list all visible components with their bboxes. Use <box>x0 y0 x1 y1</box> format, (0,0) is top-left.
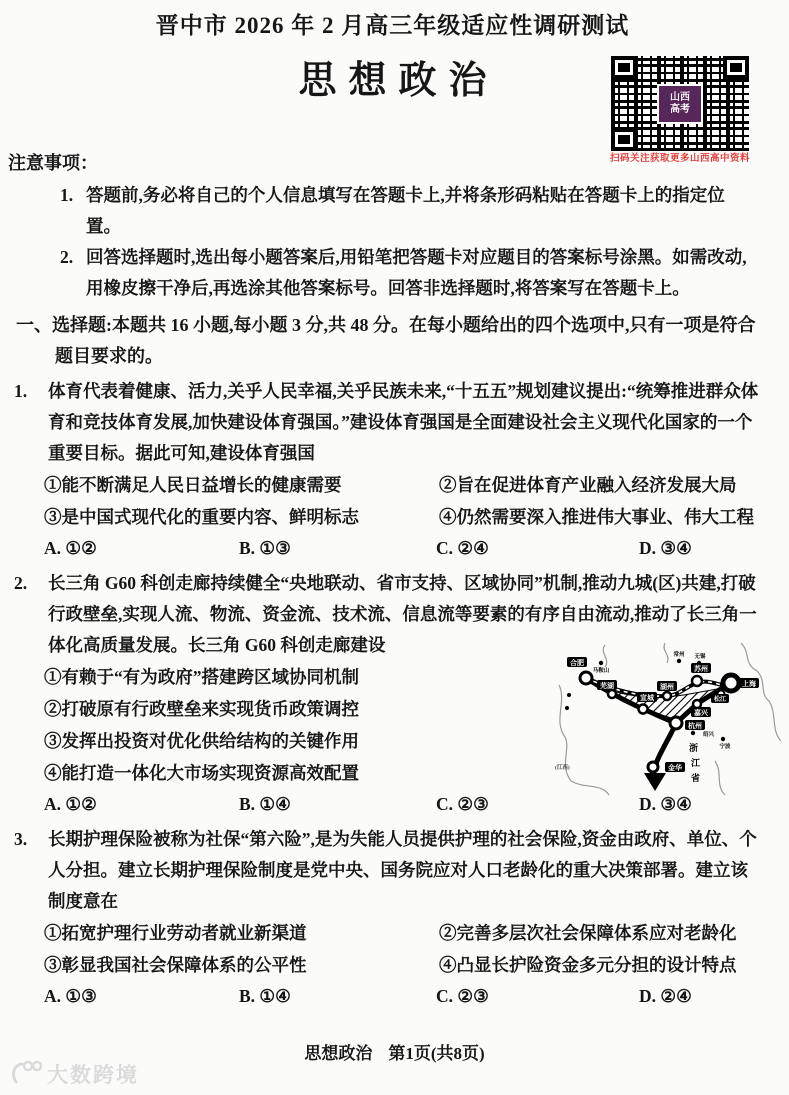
qr-center-label <box>657 84 703 124</box>
question-3 <box>8 824 777 1012</box>
qr-block <box>609 56 751 164</box>
answer-choice: C. ②③ <box>436 986 489 1006</box>
answer-choice: C. ②③ <box>436 794 489 814</box>
map-corner-label: (江西) <box>555 765 570 771</box>
notice-heading: 注意事项： <box>8 153 98 173</box>
question-stem <box>8 376 777 469</box>
option-item: ③彰显我国社会保障体系的公平性 <box>44 955 307 975</box>
subject-title: 思想政治 <box>298 60 499 102</box>
section-heading: 一、选择题:本题共 16 小题,每小题 3 分,共 48 分。在每小题给出的四个选项中,只有一项是符合题目要求的。 <box>16 315 756 366</box>
answer-choice: D. ②④ <box>639 986 692 1006</box>
question-1 <box>8 376 777 564</box>
answer-row <box>8 981 777 1012</box>
option-list <box>8 917 777 981</box>
option-item: ②完善多层次社会保障体系应对老龄化 <box>439 923 737 943</box>
answer-choice: C. ②④ <box>436 538 489 558</box>
option-list <box>8 469 777 533</box>
option-item: ②旨在促进体育产业融入经济发展大局 <box>439 475 737 495</box>
answer-choice: B. ①④ <box>239 986 291 1006</box>
map-city-label: 湖州 <box>660 684 674 691</box>
province-char: 浙 <box>689 743 699 753</box>
footer-subject: 思想政治 <box>304 1044 373 1063</box>
answer-row <box>8 533 777 564</box>
map-tiny-city-label: 马鞍山 <box>592 668 610 674</box>
footer-page-number: 第1页(共8页) <box>388 1044 485 1063</box>
map-city-label: 苏州 <box>694 666 708 673</box>
question-stem-text: 体育代表着健康、活力,关乎人民幸福,关乎民族未来,“十五五”规划建议提出:“统筹推进群众体育和竞技体育发展,加快建设体育强国。”建设体育强国是全面建设社会主义现代化国家的一个重要目标。据此可知,建设体育强国 <box>48 381 759 463</box>
map-city-label: 芜湖 <box>600 683 614 690</box>
option-item: ①能不断满足人民日益增长的健康需要 <box>44 475 342 495</box>
map-tiny-city-label: 无锡 <box>694 654 706 660</box>
answer-choice: B. ①④ <box>239 794 291 814</box>
answer-choice: A. ①② <box>44 794 97 814</box>
question-number: 2. <box>14 573 28 593</box>
qr-finder-icon <box>723 56 749 79</box>
answer-choice: A. ①② <box>44 538 97 558</box>
notice-item-number: 2. <box>60 247 74 267</box>
province-char: 江 <box>691 758 701 768</box>
qr-finder-icon <box>611 128 637 151</box>
watermark <box>8 1058 139 1089</box>
province-char: 省 <box>691 773 701 783</box>
map-tiny-city-label: 宁波 <box>719 744 731 750</box>
watermark-text: 大数跨境 <box>47 1063 139 1087</box>
answer-choice: A. ①③ <box>44 986 97 1006</box>
question-number: 3. <box>14 829 28 849</box>
option-item: ①有赖于“有为政府”搭建跨区域协同机制 <box>44 667 359 687</box>
qr-center-line2: 高考 <box>670 103 690 115</box>
qr-caption: 扫码关注获取更多山西高中资料 <box>609 153 750 164</box>
question-stem-text: 长期护理保险被称为社保“第六险”,是为失能人员提供护理的社会保险,资金由政府、单位、个人分担。建立长期护理保险制度是党中央、国务院应对人口老龄化的重大决策部署。建立该制度意在 <box>48 829 757 911</box>
map-tiny-city-label: 绍兴 <box>703 732 715 738</box>
notice-item-number: 1. <box>60 185 74 205</box>
watermark-logo-icon <box>8 1058 42 1089</box>
map-city-label: 金华 <box>668 765 682 772</box>
map-tiny-city-label: 常州 <box>673 652 685 658</box>
g60-corridor-map <box>545 641 785 803</box>
exam-title: 晋中市 2026 年 2 月高三年级适应性调研测试 <box>155 13 630 38</box>
qr-code-icon <box>611 56 749 151</box>
answer-choice: D. ③④ <box>639 538 692 558</box>
option-item: ③发挥出投资对优化供给结构的关键作用 <box>44 731 359 751</box>
option-item: ②打破原有行政壁垒来实现货币政策调控 <box>44 699 359 719</box>
arrow-icon <box>644 773 666 791</box>
notice-item <box>8 242 777 304</box>
answer-choice: D. ③④ <box>639 794 692 814</box>
question-stem <box>8 824 777 917</box>
notice-item-text: 答题前,务必将自己的个人信息填写在答题卡上,并将条形码粘贴在答题卡上的指定位置。 <box>86 185 725 236</box>
question-number: 1. <box>14 381 28 401</box>
map-city-label: 宣城 <box>640 695 654 702</box>
option-item: ④凸显长护险资金多元分担的设计特点 <box>439 955 737 975</box>
map-city-label: 松江 <box>713 697 727 703</box>
option-item: ④仍然需要深入推进伟大事业、伟大工程 <box>439 507 754 527</box>
option-item: ④能打造一体化大市场实现资源高效配置 <box>44 763 359 783</box>
qr-finder-icon <box>611 56 637 79</box>
notice-item-text: 回答选择题时,选出每小题答案后,用铅笔把答题卡对应题目的答案标号涂黑。如需改动,用橡皮擦干净后,再选涂其他答案标号。回答非选择题时,将答案写在答题卡上。 <box>86 247 747 298</box>
map-city-label: 合肥 <box>570 660 584 667</box>
notice-item <box>8 180 777 242</box>
notice-section <box>8 150 777 304</box>
answer-choice: B. ①③ <box>239 538 291 558</box>
qr-center-line1: 山西 <box>670 91 690 103</box>
map-city-label: 嘉兴 <box>694 710 708 717</box>
map-city-label: 杭州 <box>688 723 702 730</box>
option-item: ①拓宽护理行业劳动者就业新渠道 <box>44 923 307 943</box>
map-province-label <box>689 742 701 783</box>
map-city-label: 上海 <box>742 681 756 688</box>
question-stem-text: 长三角 G60 科创走廊持续健全“央地联动、省市支持、区域协同”机制,推动九城(区)共建,打破行政壁垒,实现人流、物流、资金流、技术流、信息流等要素的有序自由流动,推动了长三角一体化高质量发展。长三角 G60 科创走廊建设 <box>48 573 757 655</box>
option-item: ③是中国式现代化的重要内容、鲜明标志 <box>44 507 359 527</box>
